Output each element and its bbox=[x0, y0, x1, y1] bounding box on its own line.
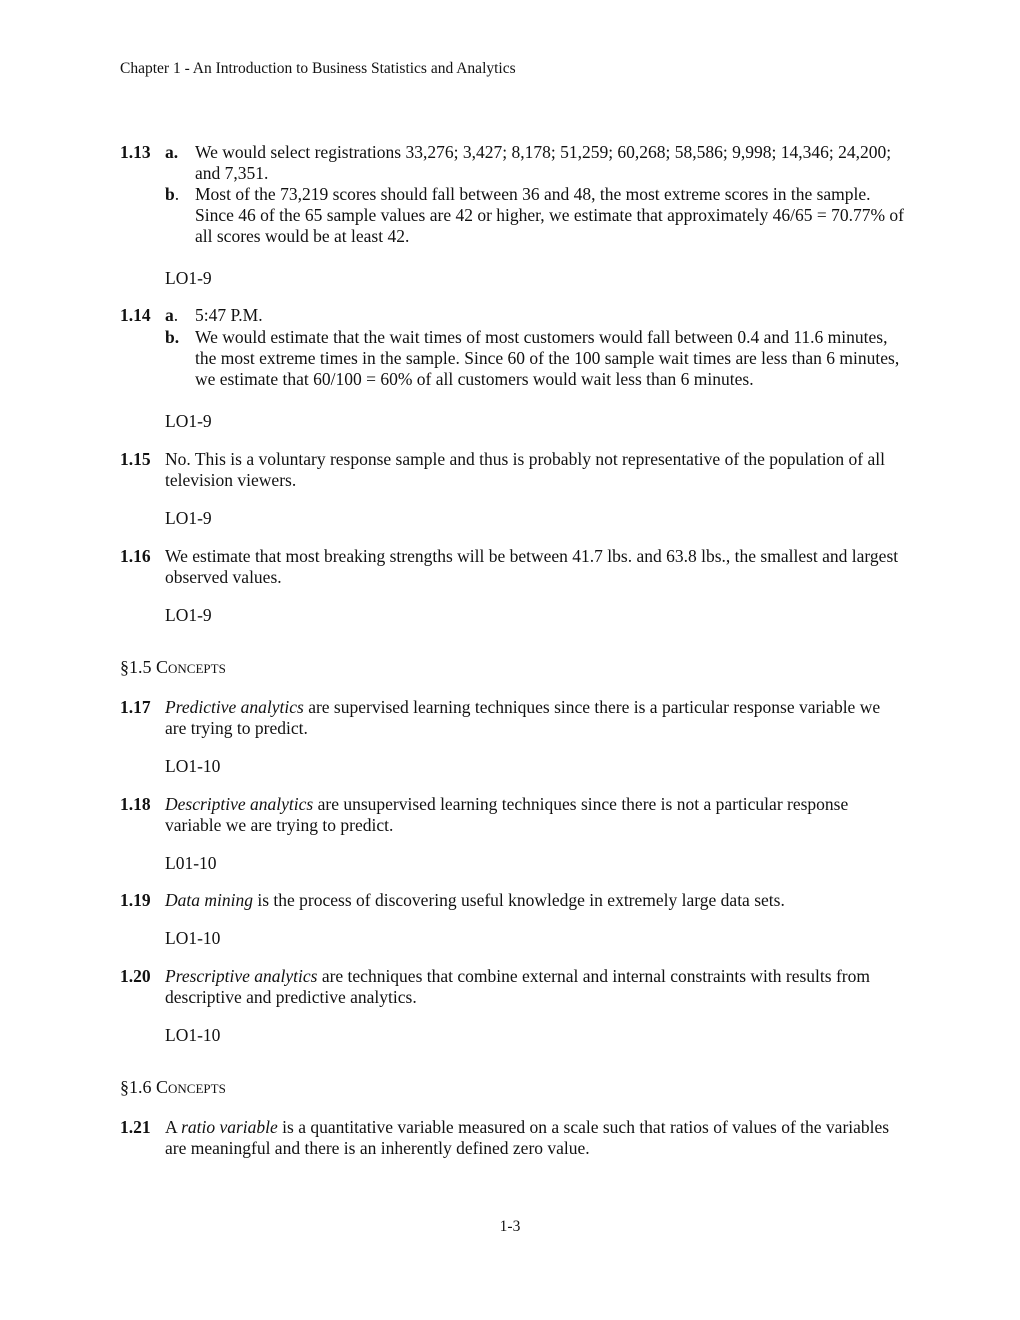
learning-objective: LO1-9 bbox=[165, 268, 212, 288]
answer-text: No. This is a voluntary response sample and thus is probably not representative of the population of all television viewers. bbox=[165, 449, 885, 490]
question-number: 1.15 bbox=[120, 449, 151, 469]
term: Data mining bbox=[165, 890, 253, 910]
question-number: 1.18 bbox=[120, 794, 151, 814]
part-label: b. bbox=[165, 184, 180, 204]
part-label-text: b. bbox=[165, 327, 180, 347]
learning-objective: LO1-10 bbox=[165, 928, 221, 948]
part-label bbox=[165, 327, 179, 348]
answer-text: 5:47 P.M. bbox=[195, 305, 263, 325]
part-label: a. bbox=[165, 305, 179, 325]
answer-text bbox=[165, 794, 905, 836]
answer-text bbox=[165, 1117, 905, 1159]
learning-objective: L01-10 bbox=[165, 853, 217, 873]
term: Prescriptive analytics bbox=[165, 966, 318, 986]
part-label-text: a bbox=[165, 305, 174, 325]
section-heading: §1.5 Concepts bbox=[120, 657, 226, 677]
term: Predictive analytics bbox=[165, 697, 304, 717]
learning-objective: LO1-9 bbox=[165, 508, 212, 528]
part-label-text: b bbox=[165, 184, 175, 204]
question-number: 1.17 bbox=[120, 697, 151, 717]
answer-text: Most of the 73,219 scores should fall between 36 and 48, the most extreme scores in the sample. Since 46 of the 65 sample values are 42 or higher, we estimate that approximately 46/65 = 70.77% of all scores would be at least 42. bbox=[195, 184, 904, 246]
section-heading: §1.6 Concepts bbox=[120, 1077, 226, 1097]
definition: is a quantitative variable measured on a scale such that ratios of values of the variables are meaningful and there is an inherently defined zero value. bbox=[165, 1117, 890, 1158]
answer-text bbox=[165, 966, 905, 1008]
definition: are unsupervised learning techniques since there is not a particular response variable we are trying to predict. bbox=[165, 794, 849, 835]
learning-objective: LO1-9 bbox=[165, 605, 212, 625]
term: ratio variable bbox=[181, 1117, 278, 1137]
answer-text bbox=[165, 697, 905, 739]
answer-text bbox=[165, 890, 905, 911]
question-number: 1.20 bbox=[120, 966, 151, 986]
definition: are techniques that combine external and internal constraints with results from descriptive and predictive analytics. bbox=[165, 966, 870, 1007]
question-number: 1.19 bbox=[120, 890, 151, 910]
question-number: 1.13 bbox=[120, 142, 151, 162]
article: A bbox=[165, 1117, 182, 1137]
definition: is the process of discovering useful knowledge in extremely large data sets. bbox=[253, 890, 785, 910]
definition: are supervised learning techniques since there is a particular response variable we are trying to predict. bbox=[165, 697, 881, 738]
part-label bbox=[165, 142, 178, 163]
page-number: 1-3 bbox=[499, 1218, 521, 1235]
answer-text: We would estimate that the wait times of most customers would fall between 0.4 and 11.6 minutes, the most extreme times in the sample. Since 60 of the 100 sample wait times are less than 6 minutes, we estimate that 60/100 = 60% of all customers would wait less than 6 minutes. bbox=[195, 327, 900, 389]
running-header: Chapter 1 - An Introduction to Business Statistics and Analytics bbox=[120, 60, 516, 77]
learning-objective: LO1-10 bbox=[165, 1025, 221, 1045]
part-label-text: a. bbox=[165, 142, 179, 162]
question-number: 1.14 bbox=[120, 305, 151, 325]
learning-objective: LO1-9 bbox=[165, 411, 212, 431]
answer-text: We would select registrations 33,276; 3,427; 8,178; 51,259; 60,268; 58,586; 9,998; 14,346; 24,200; and 7,351. bbox=[195, 142, 892, 183]
answer-text: We estimate that most breaking strengths will be between 41.7 lbs. and 63.8 lbs., the smallest and largest observed values. bbox=[165, 546, 899, 587]
learning-objective: LO1-10 bbox=[165, 756, 221, 776]
question-number: 1.21 bbox=[120, 1117, 151, 1137]
question-number: 1.16 bbox=[120, 546, 151, 566]
term: Descriptive analytics bbox=[165, 794, 314, 814]
